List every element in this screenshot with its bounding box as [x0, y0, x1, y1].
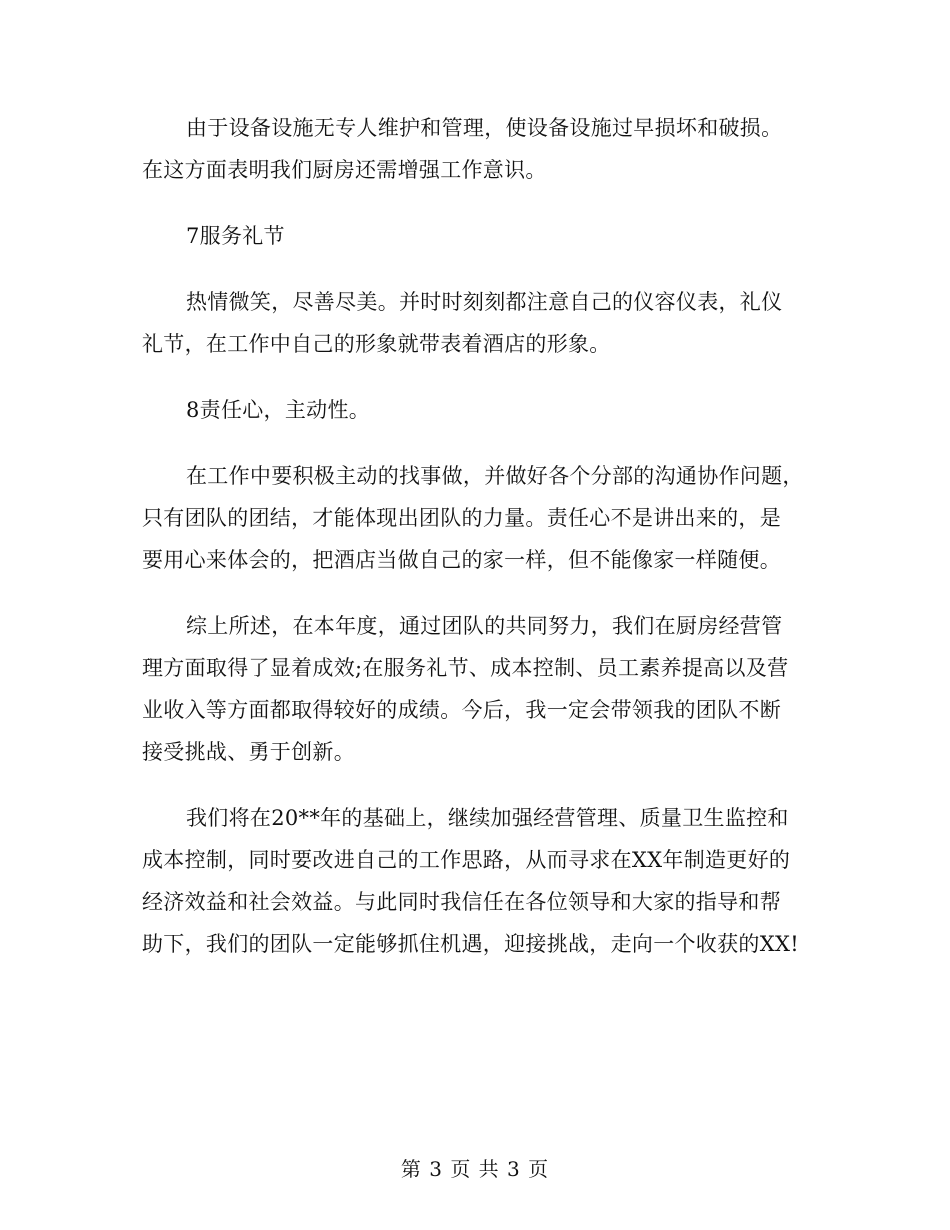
paragraph-outlook — [142, 797, 808, 965]
text-line: 要用心来体会的，把酒店当做自己的家一样，但不能像家一样随便。 — [142, 548, 781, 572]
text-line: 成本控制，同时要改进自己的工作思路，从而寻求在XX年制造更好的 — [142, 848, 791, 872]
text-line: 接受挑战、勇于创新。 — [142, 740, 355, 764]
text-line: 热情微笑，尽善尽美。并时时刻刻都注意自己的仪容仪表，礼仪 — [186, 290, 783, 314]
paragraph-service-etiquette — [142, 281, 808, 365]
text-line: 由于设备设施无专人维护和管理，使设备设施过早损坏和破损。 — [186, 116, 783, 140]
text-line: 只有团队的团结，才能体现出团队的力量。责任心不是讲出来的，是 — [142, 506, 781, 530]
text-line: 经济效益和社会效益。与此同时我信任在各位领导和大家的指导和帮 — [142, 890, 781, 914]
text-line: 在这方面表明我们厨房还需增强工作意识。 — [142, 158, 547, 182]
heading-text: 7服务礼节 — [186, 224, 285, 248]
paragraph-equipment-maintenance — [142, 107, 808, 191]
text-line: 我们将在20**年的基础上，继续加强经营管理、质量卫生监控和 — [186, 806, 789, 830]
text-line: 业收入等方面都取得较好的成绩。今后，我一定会带领我的团队不断 — [142, 698, 781, 722]
paragraph-summary — [142, 605, 808, 773]
text-line: 在工作中要积极主动的找事做，并做好各个分部的沟通协作问题， — [186, 464, 804, 488]
section-heading-responsibility — [142, 389, 808, 431]
heading-text: 8责任心，主动性。 — [186, 398, 371, 422]
text-line: 综上所述，在本年度，通过团队的共同努力，我们在厨房经营管 — [186, 614, 783, 638]
paragraph-responsibility — [142, 455, 808, 581]
text-line: 理方面取得了显着成效;在服务礼节、成本控制、员工素养提高以及营 — [142, 656, 789, 680]
document-body — [142, 107, 808, 965]
text-line: 礼节，在工作中自己的形象就带表着酒店的形象。 — [142, 332, 611, 356]
page-number-footer: 第 3 页 共 3 页 — [400, 1157, 550, 1181]
section-heading-service-etiquette — [142, 215, 808, 257]
text-line: 助下，我们的团队一定能够抓住机遇，迎接挑战，走向一个收获的XX! — [142, 932, 799, 956]
